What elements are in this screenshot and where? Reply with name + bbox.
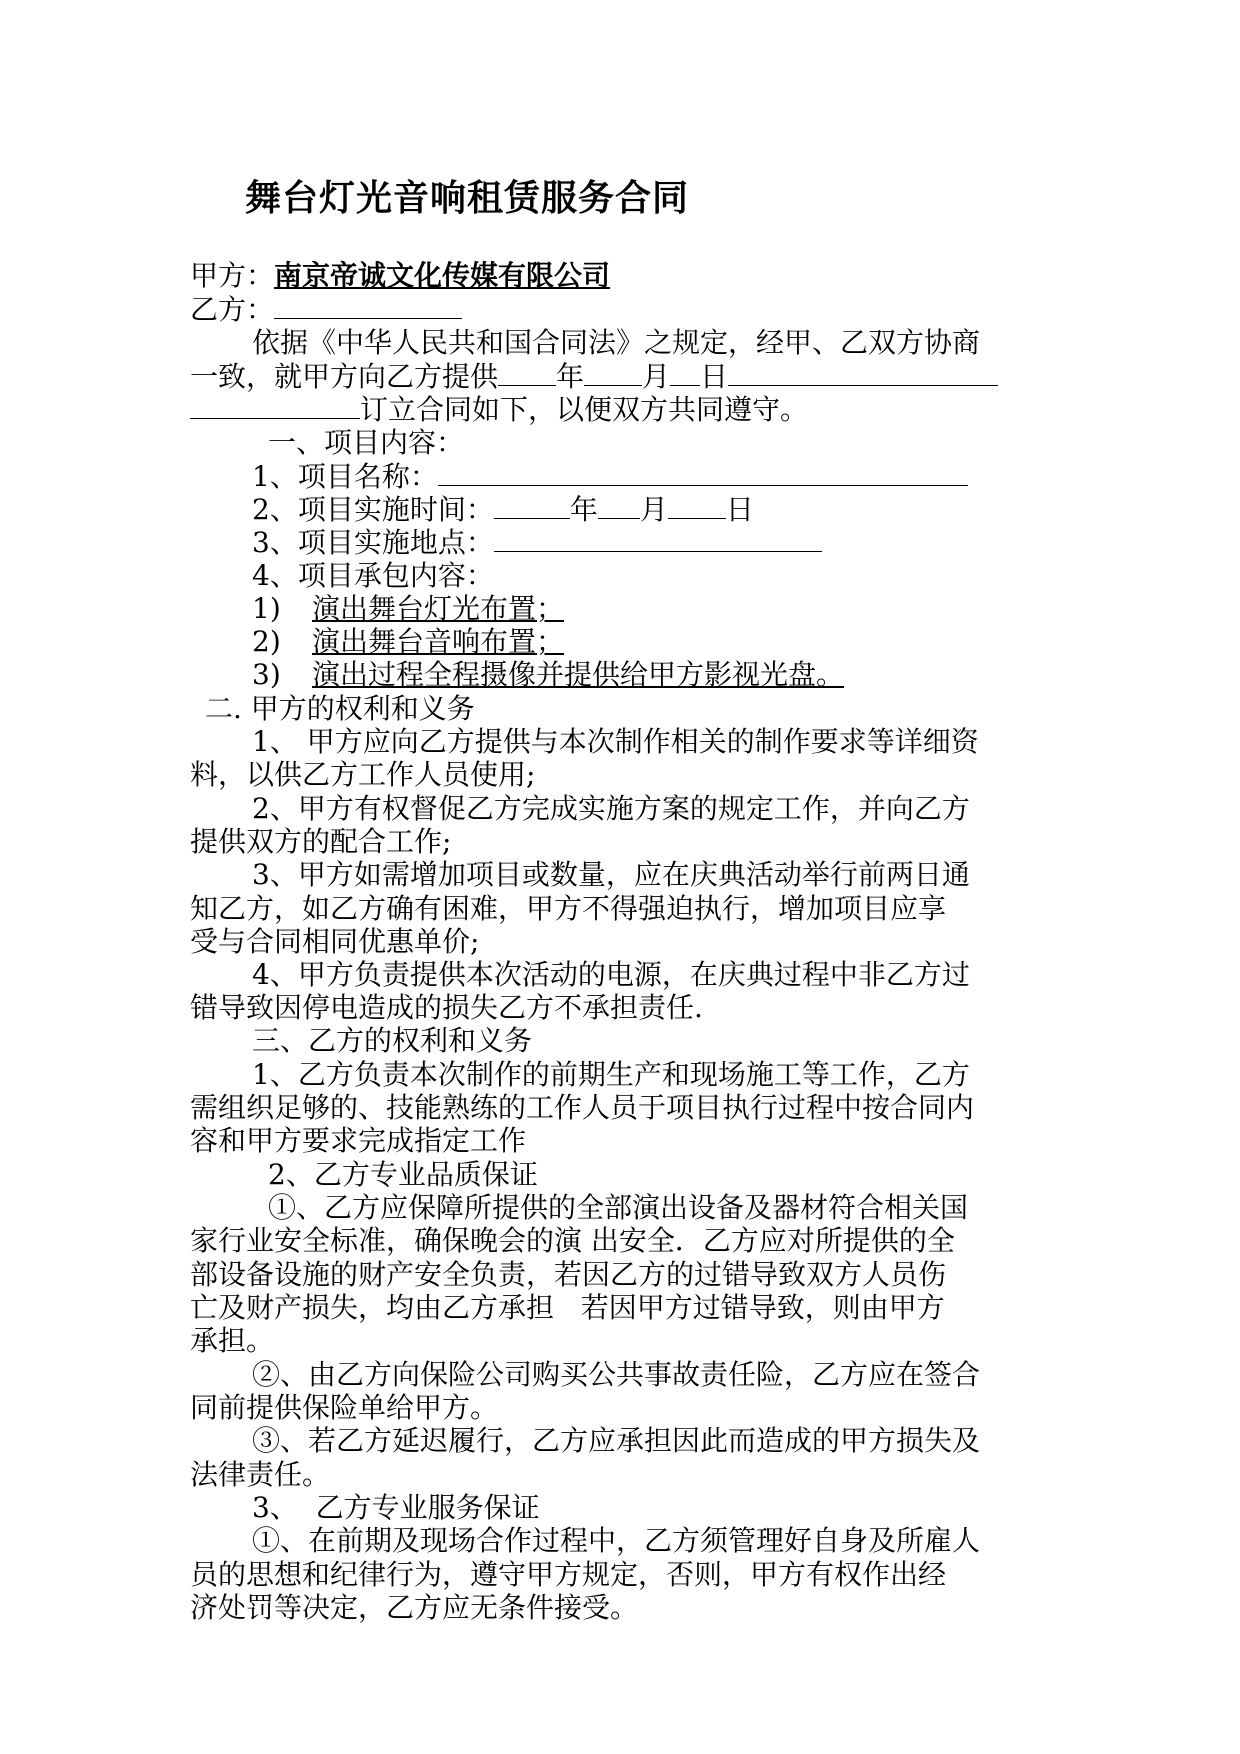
s2-p3-line-1: 3、甲方如需增加项目或数量，应在庆典活动举行前两日通 [252,858,970,891]
project-time-line [252,492,1112,526]
s3-p3a-line-3: 济处罚等决定，乙方应无条件接受。 [190,1591,639,1624]
scope-item-2-text: 演出舞台音响布置； [312,625,565,658]
s2-p3-line-3: 受与合同相同优惠单价; [190,925,480,958]
intro-text-a: 一致，就甲方向乙方提供 [190,360,499,393]
time-month-label: 月 [639,493,668,526]
party-a-label: 甲方： [190,259,275,292]
s3-p2a-line-3: 部设备设施的财产安全负责，若因乙方的过错导致双方人员伤 [190,1258,947,1291]
s3-p2a-line-2: 家行业安全标准，确保晚会的演 出安全．乙方应对所提供的全 [190,1224,955,1257]
project-name-line [252,459,1112,493]
scope-item-1-num: 1) [252,592,281,625]
project-time-label: 2、项目实施时间： [252,493,494,526]
s3-p2a-line-4: 亡及财产损失，均由乙方承担 若因甲方过错导致，则由甲方 [190,1291,945,1324]
s2-p4-line-1: 4、甲方负责提供本次活动的电源，在庆典过程中非乙方过 [252,958,970,991]
s3-p3-heading: 3、 乙方专业服务保证 [252,1491,540,1524]
section-2-heading: 二. 甲方的权利和义务 [205,692,475,725]
project-location-line [252,525,1112,559]
scope-item-1-text: 演出舞台灯光布置； [312,592,565,625]
project-name-blank [438,459,968,486]
contract-title: 舞台灯光音响租赁服务合同 [245,178,690,219]
s3-p1-line-2: 需组织足够的、技能熟练的工作人员于项目执行过程中按合同内 [190,1091,975,1124]
s2-p2-line-1: 2、甲方有权督促乙方完成实施方案的规定工作，并向乙方 [252,792,970,825]
time-year-blank [494,492,570,519]
intro-day-label: 日 [700,360,729,393]
s3-p3a-line-1: ①、在前期及现场合作过程中，乙方须管理好自身及所雇人 [252,1524,981,1557]
project-location-blank [494,525,822,552]
scope-item-2-num: 2) [252,625,281,658]
time-day-blank [668,492,726,519]
intro-month-label: 月 [642,360,671,393]
time-year-label: 年 [569,493,598,526]
s2-p4-line-2: 错导致因停电造成的损失乙方不承担责任. [190,991,703,1024]
scope-item-3-num: 3) [252,658,281,691]
time-month-blank [598,492,640,519]
blank-service-cont [190,392,360,419]
scope-item-1 [252,592,1112,626]
s3-p3a-line-2: 员的思想和纪律行为，遵守甲方规定，否则，甲方有权作出经 [190,1558,947,1591]
intro-text-3: 订立合同如下，以便双方共同遵守。 [360,393,809,426]
blank-day [670,359,700,386]
intro-line-3 [190,392,1050,426]
blank-month [584,359,642,386]
s2-p1-line-1: 1、 甲方应向乙方提供与本次制作相关的制作要求等详细资 [252,725,979,758]
section-3-heading: 三、乙方的权利和义务 [252,1024,533,1057]
scope-item-3-text: 演出过程全程摄像并提供给甲方影视光盘。 [312,658,845,691]
party-b-blank [274,292,462,319]
time-day-label: 日 [725,493,754,526]
intro-year-label: 年 [556,360,585,393]
s2-p1-line-2: 料，以供乙方工作人员使用; [190,758,536,791]
intro-line-2 [190,359,1050,393]
s3-p2c-line-2: 法律责任。 [190,1458,331,1491]
blank-service [728,359,998,386]
s3-p2-heading: 2、乙方专业品质保证 [268,1158,538,1191]
s2-p2-line-2: 提供双方的配合工作; [190,825,452,858]
intro-line-1: 依据《中华人民共和国合同法》之规定，经甲、乙双方协商 [252,326,981,359]
s3-p2c-line-1: ③、若乙方延迟履行，乙方应承担因此而造成的甲方损失及 [252,1424,981,1457]
s3-p2a-line-1: ①、乙方应保障所提供的全部演出设备及器材符合相关国 [268,1191,969,1224]
s3-p1-line-3: 容和甲方要求完成指定工作 [190,1124,527,1157]
s3-p2b-line-1: ②、由乙方向保险公司购买公共事故责任险，乙方应在签合 [252,1358,981,1391]
party-a-line [190,259,1050,293]
project-scope-heading: 4、项目承包内容： [252,559,494,592]
party-a-name: 南京帝诚文化传媒有限公司 [274,259,611,292]
project-name-label: 1、项目名称： [252,460,438,493]
party-b-line [190,292,1050,326]
s2-p3-line-2: 知乙方，如乙方确有困难，甲方不得强迫执行，增加项目应享 [190,892,947,925]
s3-p1-line-1: 1、乙方负责本次制作的前期生产和现场施工等工作，乙方 [252,1058,970,1091]
s3-p2a-line-5: 承担。 [190,1324,275,1357]
scope-item-2 [252,625,1112,659]
section-1-heading: 一、项目内容： [268,426,465,459]
s3-p2b-line-2: 同前提供保险单给甲方。 [190,1391,499,1424]
scope-item-3 [252,658,1112,692]
project-location-label: 3、项目实施地点： [252,526,494,559]
party-b-label: 乙方： [190,293,275,326]
blank-year [498,359,556,386]
